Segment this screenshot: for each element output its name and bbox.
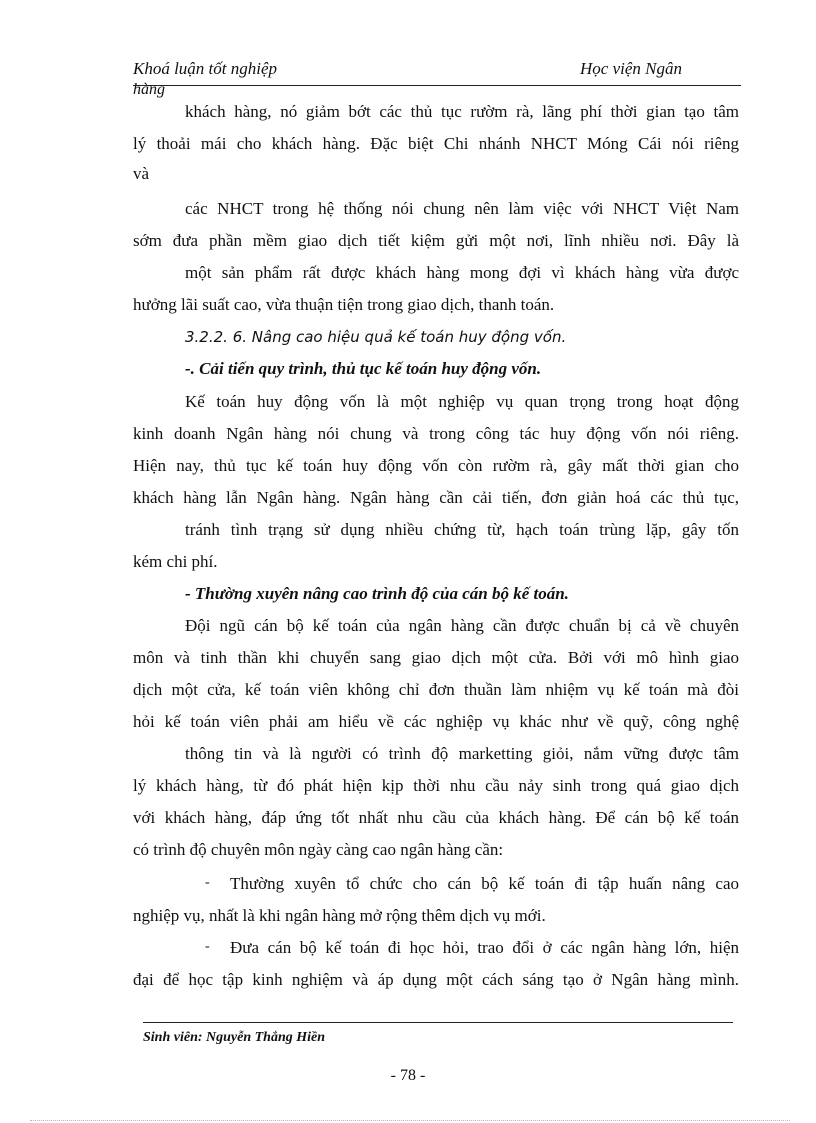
section-heading: 3.2.2. 6. Nâng cao hiệu quả kế toán huy động vốn. <box>185 328 567 346</box>
body-line: kém chi phí. <box>133 552 218 571</box>
body-line: một sản phẩm rất được khách hàng mong đợi vì khách hàng vừa được <box>185 263 739 282</box>
body-line: với khách hàng, đáp ứng tốt nhất nhu cầu của khách hàng. Để cán bộ kế toán <box>133 808 739 827</box>
body-line: lý khách hàng, từ đó phát hiện kịp thời nhu cầu nảy sinh trong quá giao dịch <box>133 776 739 795</box>
bullet-line: nghiệp vụ, nhất là khi ngân hàng mở rộng thêm dịch vụ mới. <box>133 906 546 925</box>
body-line: môn và tinh thần khi chuyển sang giao dịch một cửa. Bởi với mô hình giao <box>133 648 739 667</box>
page-number: - 78 - <box>390 1067 426 1084</box>
body-line: các NHCT trong hệ thống nói chung nên làm việc với NHCT Việt Nam <box>185 199 739 218</box>
bullet-line: đại để học tập kinh nghiệm và áp dụng một cách sáng tạo ở Ngân hàng mình. <box>133 970 739 989</box>
body-line: kinh doanh Ngân hàng nói chung và trong công tác huy động vốn nói riêng. <box>133 424 739 443</box>
body-line: thông tin và là người có trình độ marketting giỏi, nắm vững được tâm <box>185 744 739 763</box>
bullet-marker: - <box>205 875 210 890</box>
subsection-heading: - Thường xuyên nâng cao trình độ của cán bộ kế toán. <box>185 584 569 603</box>
page-header <box>133 59 741 86</box>
header-institution-overflow: hàng <box>133 81 165 98</box>
footer-divider <box>143 1022 733 1023</box>
body-line: sớm đưa phần mềm giao dịch tiết kiệm gửi một nơi, lĩnh nhiều nơi. Đây là <box>133 231 739 250</box>
body-line: dịch một cửa, kế toán viên không chỉ đơn thuần làm nhiệm vụ kế toán mà đòi <box>133 680 739 699</box>
bullet-line: Thường xuyên tổ chức cho cán bộ kế toán đi tập huấn nâng cao <box>230 874 739 893</box>
body-line: lý thoải mái cho khách hàng. Đặc biệt Chi nhánh NHCT Móng Cái nói riêng <box>133 134 739 153</box>
header-institution: Học viện Ngân <box>580 59 682 78</box>
body-line: tránh tình trạng sử dụng nhiều chứng từ, hạch toán trùng lặp, gây tốn <box>185 520 739 539</box>
page-bottom-border <box>30 1120 790 1121</box>
header-thesis-title: Khoá luận tốt nghiệp <box>133 59 278 78</box>
body-line: Hiện nay, thủ tục kế toán huy động vốn còn rườm rà, gây mất thời gian cho <box>133 456 739 475</box>
body-line: có trình độ chuyên môn ngày càng cao ngân hàng cần: <box>133 840 504 859</box>
footer-student-name: Sinh viên: Nguyễn Thắng Hiền <box>143 1030 326 1045</box>
bullet-marker: - <box>205 939 210 954</box>
body-line: hỏi kế toán viên phải am hiểu về các nghiệp vụ khác như về quỹ, công nghệ <box>133 712 739 731</box>
body-line: khách hàng, nó giảm bớt các thủ tục rườm rà, lãng phí thời gian tạo tâm <box>185 102 739 121</box>
body-line: và <box>133 164 150 183</box>
body-line: hưởng lãi suất cao, vừa thuận tiện trong giao dịch, thanh toán. <box>133 295 555 314</box>
body-line: Đội ngũ cán bộ kế toán của ngân hàng cần được chuẩn bị cả về chuyên <box>185 616 739 635</box>
body-line: khách hàng lẫn Ngân hàng. Ngân hàng cần cải tiến, đơn giản hoá các thủ tục, <box>133 488 739 507</box>
bullet-line: Đưa cán bộ kế toán đi học hỏi, trao đổi ở các ngân hàng lớn, hiện <box>230 938 739 957</box>
subsection-heading: -. Cải tiến quy trình, thủ tục kế toán huy động vốn. <box>185 359 542 378</box>
body-line: Kế toán huy động vốn là một nghiệp vụ quan trọng trong hoạt động <box>185 392 739 411</box>
